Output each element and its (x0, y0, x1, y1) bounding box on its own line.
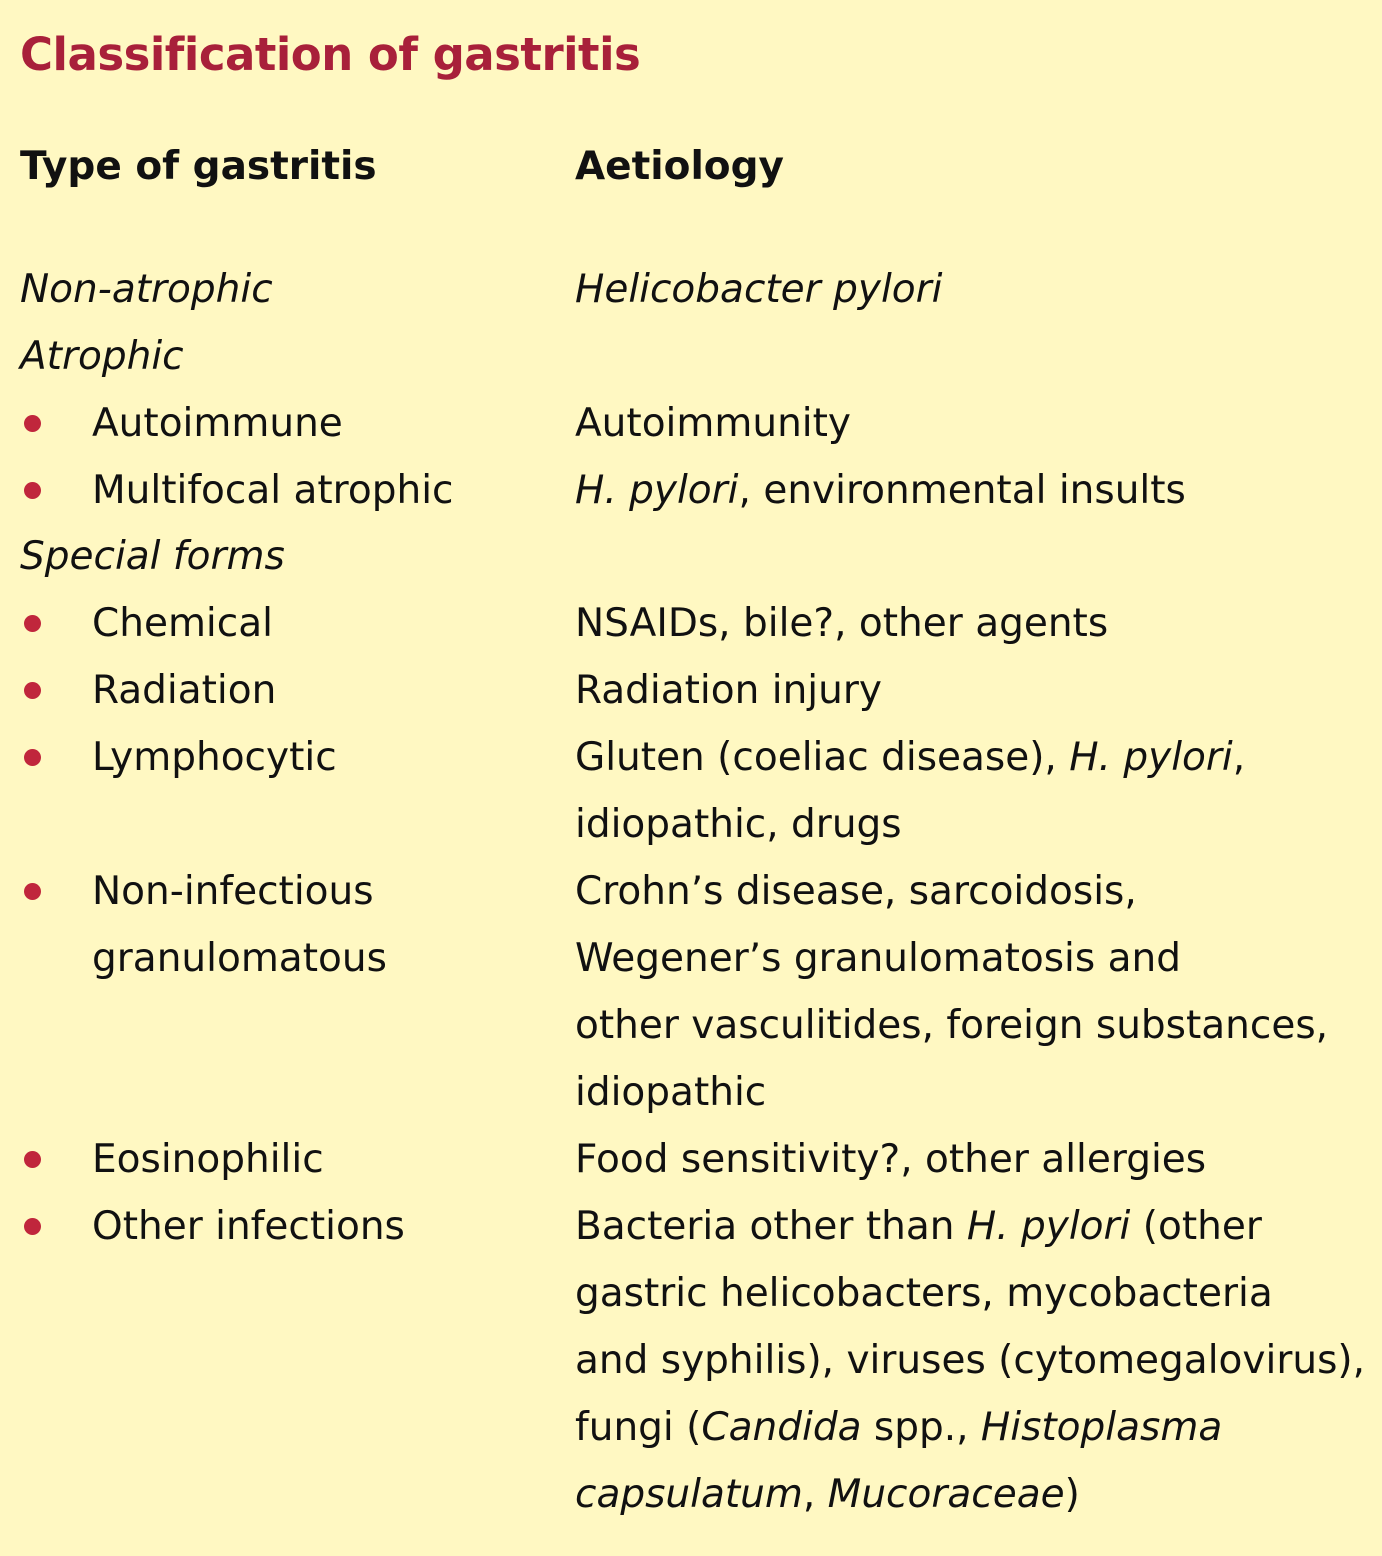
aetiology-text: spp., (861, 1405, 981, 1450)
aetiology-line (575, 1461, 1365, 1528)
type-atrophic: Atrophic (20, 334, 184, 379)
type-lymphocytic: Lymphocytic (92, 735, 337, 780)
type-other-infections: Other infections (92, 1204, 405, 1249)
aetiology-autoimmune: Autoimmunity (575, 401, 852, 446)
aetiology-text: Bacteria other than (575, 1204, 967, 1249)
aetiology-text: fungi ( (575, 1405, 702, 1450)
aetiology-lymphocytic (575, 724, 1245, 858)
page-title: Classification of gastritis (20, 28, 641, 81)
aetiology-line (575, 1193, 1365, 1260)
bullet-icon (24, 1218, 41, 1235)
aetiology-multifocal (575, 457, 1186, 524)
column-header-type: Type of gastritis (20, 144, 377, 189)
aetiology-eosinophilic: Food sensitivity?, other allergies (575, 1137, 1207, 1182)
aetiology-radiation: Radiation injury (575, 668, 882, 713)
type-eosinophilic: Eosinophilic (92, 1137, 324, 1182)
bullet-icon (24, 883, 41, 900)
aetiology-italic: H. pylori (966, 1204, 1131, 1249)
aetiology-noninfectious (575, 858, 1328, 1126)
type-multifocal: Multifocal atrophic (92, 468, 454, 513)
aetiology-text: (other (1130, 1204, 1262, 1249)
type-line: granulomatous (92, 936, 387, 981)
bullet-icon (24, 682, 41, 699)
aetiology-chemical: NSAIDs, bile?, other agents (575, 601, 1109, 646)
aetiology-line: other vasculitides, foreign substances, (575, 1003, 1329, 1048)
bullet-icon (24, 1151, 41, 1168)
bullet-icon (24, 749, 41, 766)
type-non-atrophic: Non-atrophic (20, 267, 273, 312)
aetiology-italic: H. pylori (1069, 735, 1233, 780)
aetiology-text: , (1232, 735, 1246, 780)
aetiology-line: and syphilis), viruses (cytomegalovirus), (575, 1338, 1365, 1383)
type-line: Non-infectious (92, 869, 374, 914)
aetiology-text: Gluten (coeliac disease), (575, 735, 1070, 780)
aetiology-text: , (802, 1472, 828, 1517)
aetiology-line: idiopathic (575, 1070, 767, 1115)
aetiology-italic: Histoplasma (980, 1405, 1223, 1450)
aetiology-non-atrophic: Helicobacter pylori (575, 267, 943, 312)
aetiology-italic: Mucoraceae (827, 1472, 1065, 1517)
aetiology-line: Wegener’s granulomatosis and (575, 936, 1181, 981)
aetiology-line: idiopathic, drugs (575, 802, 902, 847)
aetiology-line: Crohn’s disease, sarcoidosis, (575, 869, 1137, 914)
aetiology-italic: capsulatum (575, 1472, 803, 1517)
aetiology-italic: H. pylori (575, 468, 739, 513)
aetiology-text: ) (1064, 1472, 1080, 1517)
aetiology-line: gastric helicobacters, mycobacteria (575, 1271, 1273, 1316)
type-noninfectious (92, 858, 387, 992)
type-autoimmune: Autoimmune (92, 401, 343, 446)
bullet-icon (24, 615, 41, 632)
type-radiation: Radiation (92, 668, 277, 713)
aetiology-text: , environmental insults (738, 468, 1186, 513)
type-chemical: Chemical (92, 601, 273, 646)
type-special-forms: Special forms (20, 534, 285, 579)
bullet-icon (24, 482, 41, 499)
aetiology-italic: Candida (701, 1405, 862, 1450)
aetiology-line (575, 1394, 1365, 1461)
bullet-icon (24, 415, 41, 432)
aetiology-line (575, 724, 1245, 791)
aetiology-other-infections (575, 1193, 1365, 1528)
column-header-aetiology: Aetiology (575, 144, 784, 189)
